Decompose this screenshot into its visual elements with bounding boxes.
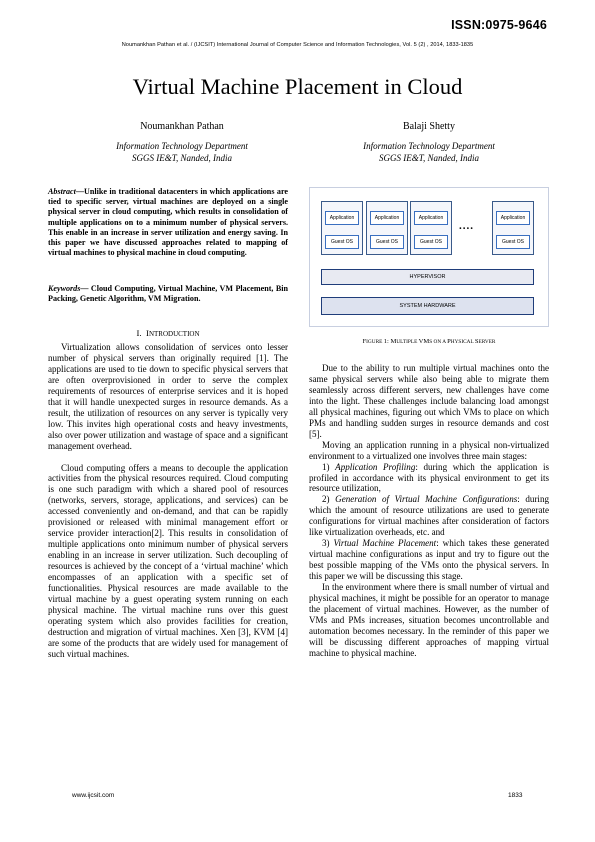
author-1 [72, 121, 292, 164]
system-hardware-layer: SYSTEM HARDWARE [321, 297, 534, 315]
hypervisor-layer: HYPERVISOR [321, 269, 534, 285]
section-heading-introduction [48, 328, 288, 338]
author-name: Balaji Shetty [403, 121, 455, 132]
paragraph: Due to the ability to run multiple virtual machines onto the same physical servers while also being able to migrate them seamlessly across different servers, new challenges have come into the light. These challenges include balancing load amongst all physical machines, figuring out which VMs to place on which PMs and handling sudden surges in resource demands and cost [5]. [309, 363, 549, 439]
list-item: 1) Application Profiling: during which the application is profiled in accordance with its physical environment to get its resource utilization, [309, 461, 549, 494]
section-title-initial: I [146, 328, 149, 338]
abstract-label: Abstract [48, 187, 76, 196]
keywords-text: — Cloud Computing, Virtual Machine, VM Placement, Bin Packing, Genetic Algorithm, VM Migration. [48, 284, 288, 304]
running-header: Noumankhan Pathan et al. / (IJCSIT) International Journal of Computer Science and Information Technologies, Vol. 5 (2) , 2014, 1833-1835 [121, 42, 474, 48]
author-inst: SGGS IE&T, Nanded, India [378, 153, 480, 163]
keywords [48, 284, 288, 304]
abstract-text: —Unlike in traditional datacenters in which applications are tied to specific server, virtual machines are deployed on a single physical server in cloud computing, which results in consolidation of multiple applications on to a minimum number of physical servers. This enable in an increase in server utilization and energy saving. In this paper we have discussed approaches related to mapping of virtual machines to physical machine in cloud computing. [48, 187, 288, 258]
author-inst: SGGS IE&T, Nanded, India [131, 153, 233, 163]
application-box: Application [414, 211, 448, 225]
section-number: I. [136, 328, 142, 338]
section-title-rest: NTRODUCTION [148, 330, 200, 338]
author-2 [319, 121, 539, 164]
author-dept: Information Technology Department [363, 141, 495, 151]
application-box: Application [370, 211, 404, 225]
left-column-body [48, 342, 288, 660]
right-column-body [309, 363, 549, 659]
paragraph: Cloud computing offers a means to decouple the application activities from the physical resources required. Cloud computing is one such paradigm with which a shared pool of resources (networks, servers, storage, applications, and services) can be accessed conveniently and on-demand, and that can be rapidly provisioned or released with minimal management effort or service provider interaction[2]. This results in consolidation of multiple applications onto minimum number of physical servers enabling in an increase in server utilization. Such decoupling of resources is achieved by the concept of a ‘virtual machine’ which encompasses of an application with a specific set of functionalities. Physical resources are made available to the virtual machine by a guest operating system running on each physical machine. The virtual machine runs over this guest operating system which also provides facilities for creation, destruction and migration of virtual machines. Xen [3], KVM [4] are some of the products that are widely used for management of such virtual machines. [48, 462, 288, 659]
application-box: Application [496, 211, 530, 225]
guest-os-box: Guest OS [325, 235, 359, 249]
footer-page-number: 1833 [508, 792, 523, 799]
paragraph: In the environment where there is small number of virtual and physical machines, it might be possible for an operator to manage the placement of virtual machines. However, as the number of VMs and PMs increases, situation becomes uncontrollable and automation becomes necessary. In the reminder of this paper we will be discussing different approaches of mapping virtual machine to physical machine. [309, 582, 549, 658]
abstract [48, 187, 288, 258]
author-name: Noumankhan Pathan [140, 121, 224, 132]
guest-os-box: Guest OS [370, 235, 404, 249]
figure-caption: FIGURE 1: MULTIPLE VMS ON A PHYSICAL SERVER [362, 338, 496, 345]
figure-vm-diagram [309, 187, 549, 329]
issn-label: ISSN:0975-9646 [451, 18, 547, 32]
guest-os-box: Guest OS [414, 235, 448, 249]
guest-os-box: Guest OS [496, 235, 530, 249]
paragraph: Moving an application running in a physical non-virtualized environment to a virtualized one involves three main stages: [309, 439, 549, 461]
ellipsis: .... [459, 220, 474, 232]
application-box: Application [325, 211, 359, 225]
paragraph: Virtualization allows consolidation of services onto lesser number of physical servers than originally required [1]. The applications are used to tie down to specific physical servers that are often overprovisioned in order to serve the complex requirements of resources of enterprise services and it is hoped that it will handle unexpected surges in resource demands. As a result, the utilization of resources on any server is typically very low. This invites high operational costs and heavy investments, also over power utilization and wastage of space and a significant management overhead. [48, 342, 288, 451]
author-dept: Information Technology Department [116, 141, 248, 151]
footer-website: www.ijcsit.com [72, 792, 115, 799]
keywords-label: Keywords [48, 284, 81, 293]
paper-title: Virtual Machine Placement in Cloud [132, 74, 463, 99]
list-item: 3) Virtual Machine Placement: which takes these generated virtual machine configurations as input and try to figure out the best possible mapping of the VMs onto the physical servers. In this paper we will be discussing this stage. [309, 538, 549, 582]
list-item: 2) Generation of Virtual Machine Configurations: during which the amount of resource utilizations are used to generate configurations for virtual machines after consideration of factors like virtualization overheads, etc. and [309, 494, 549, 538]
